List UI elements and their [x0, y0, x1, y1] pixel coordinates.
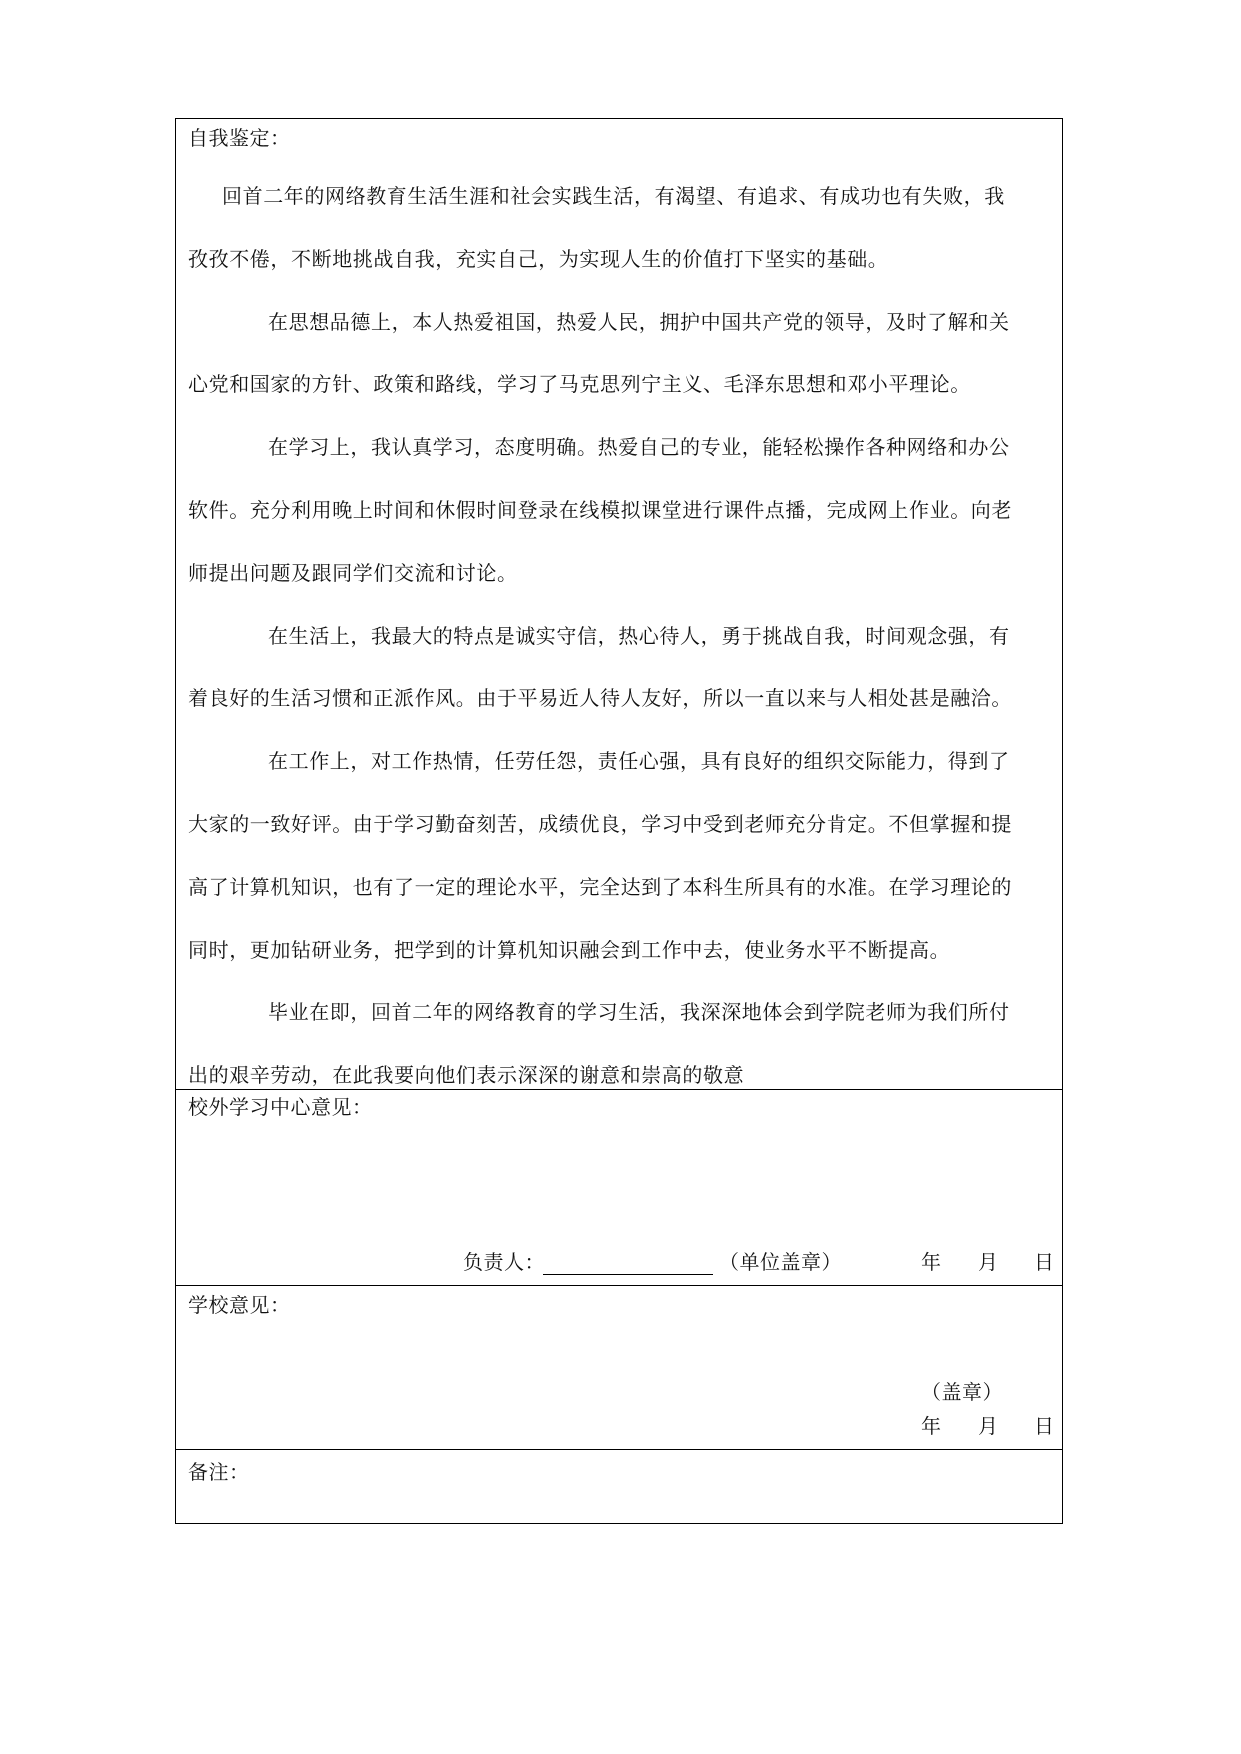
paragraph-line: 在学习上，我认真学习，态度明确。热爱自己的专业，能轻松操作各种网络和办公	[268, 435, 1010, 460]
paragraph-line: 在工作上，对工作热情，任劳任怨，责任心强，具有良好的组织交际能力，得到了	[268, 749, 1010, 774]
self-assessment-label: 自我鉴定：	[188, 126, 291, 150]
paragraph-line: 软件。充分利用晚上时间和休假时间登录在线模拟课堂进行课件点播，完成网上作业。向老	[188, 498, 1012, 522]
paragraph-line: 孜孜不倦，不断地挑战自我，充实自己，为实现人生的价值打下坚实的基础。	[188, 246, 889, 271]
school-stamp-label: （盖章）	[921, 1380, 1003, 1404]
paragraph-line: 出的艰辛劳动，在此我要向他们表示深深的谢意和崇高的敬意	[188, 1063, 745, 1088]
paragraph-line: 心党和国家的方针、政策和路线，学习了马克思列宁主义、毛泽东思想和邓小平理论。	[188, 372, 971, 397]
offsite-center-section	[176, 1090, 1062, 1286]
school-opinion-label: 学校意见：	[188, 1293, 291, 1317]
remarks-section	[176, 1450, 1062, 1523]
self-assessment-section	[176, 119, 1062, 1090]
paragraph-line: 同时，更加钻研业务，把学到的计算机知识融会到工作中去，使业务水平不断提高。	[188, 937, 951, 962]
offsite-year-label: 年	[921, 1250, 942, 1274]
paragraph-line: 高了计算机知识，也有了一定的理论水平，完全达到了本科生所具有的水准。在学习理论的	[188, 874, 1012, 899]
assessment-form-table	[175, 118, 1063, 1524]
paragraph-line: 毕业在即，回首二年的网络教育的学习生活，我深深地体会到学院老师为我们所付	[268, 1000, 1010, 1025]
paragraph-line: 回首二年的网络教育生活生涯和社会实践生活，有渴望、有追求、有成功也有失败，我	[222, 184, 1005, 208]
offsite-day-label: 日	[1034, 1250, 1055, 1274]
paragraph-line: 在生活上，我最大的特点是诚实守信，热心待人，勇于挑战自我，时间观念强，有	[268, 623, 1010, 648]
paragraph-line: 在思想品德上，本人热爱祖国，热爱人民，拥护中国共产党的领导，及时了解和关	[268, 309, 1010, 334]
offsite-center-label: 校外学习中心意见：	[188, 1095, 373, 1119]
school-year-label: 年	[921, 1414, 942, 1438]
school-month-label: 月	[978, 1414, 999, 1438]
remarks-label: 备注：	[188, 1460, 250, 1484]
paragraph-line: 大家的一致好评。由于学习勤奋刻苦，成绩优良，学习中受到老师充分肯定。不但掌握和提	[188, 812, 1012, 836]
school-opinion-section	[176, 1286, 1062, 1450]
offsite-stamp-label: （单位盖章）	[719, 1250, 842, 1274]
paragraph-line: 着良好的生活习惯和正派作风。由于平易近人待人友好，所以一直以来与人相处甚是融洽。	[188, 686, 1012, 711]
paragraph-line: 师提出问题及跟同学们交流和讨论。	[188, 560, 518, 585]
school-day-label: 日	[1034, 1414, 1055, 1438]
offsite-month-label: 月	[978, 1250, 999, 1274]
signer-label: 负责人：	[463, 1250, 545, 1274]
signer-field[interactable]	[543, 1274, 713, 1275]
